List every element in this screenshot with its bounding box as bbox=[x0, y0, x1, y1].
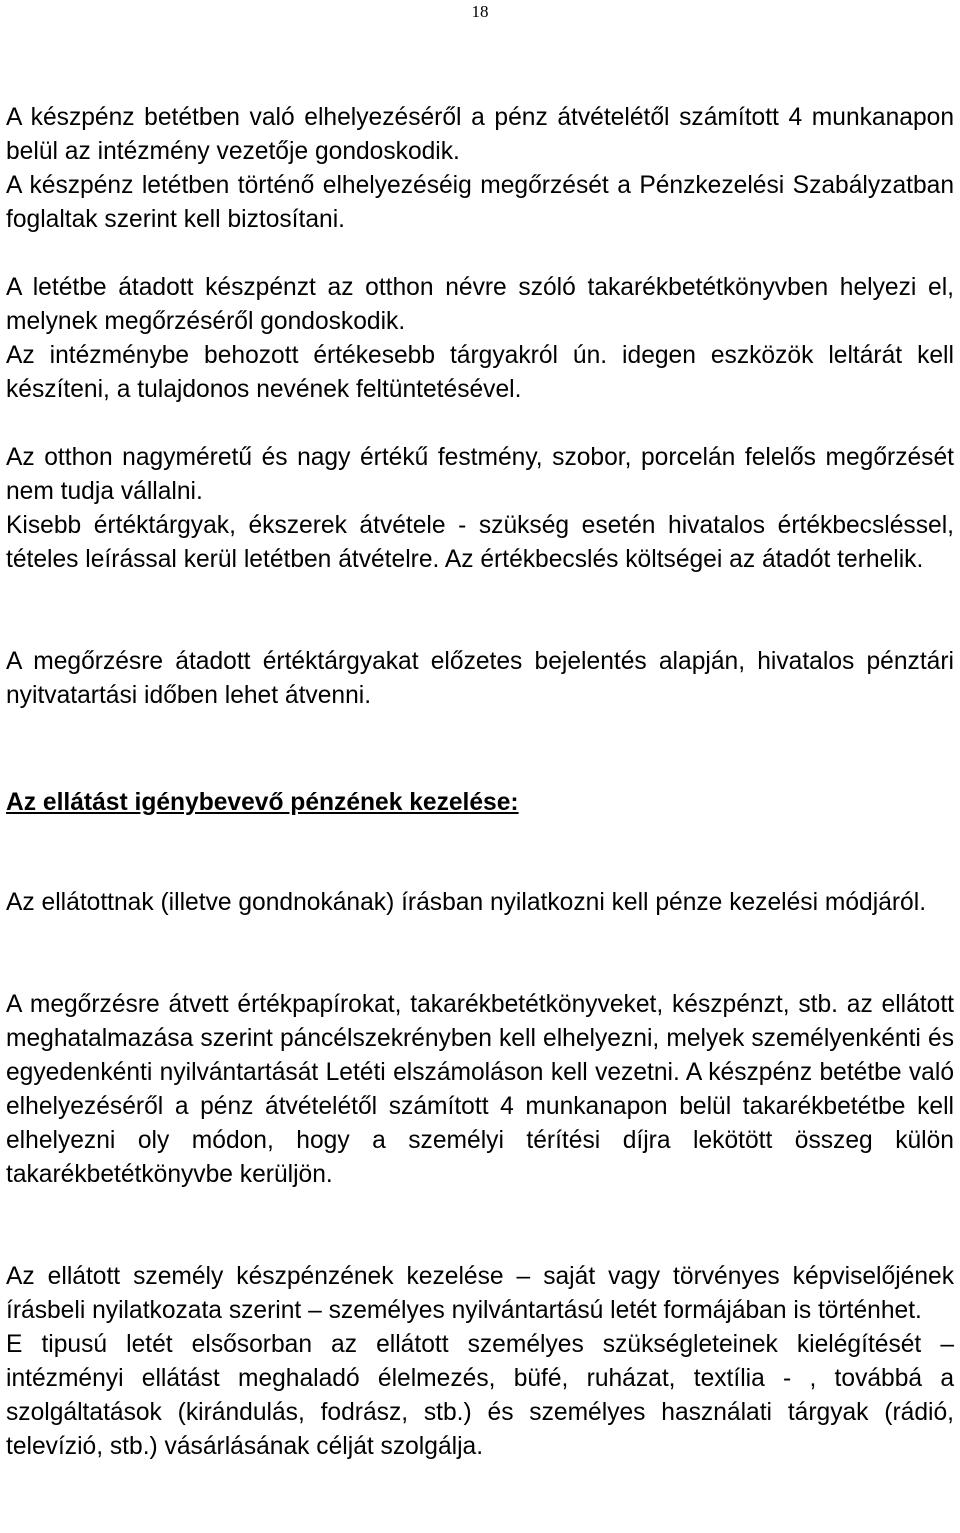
paragraph-block-3 bbox=[6, 441, 954, 577]
paragraph-block-2 bbox=[6, 271, 954, 407]
paragraph: Kisebb értéktárgyak, ékszerek átvétele - szükség esetén hivatalos értékbecsléssel, tételes leírással kerül letétben átvételre. Az értékbecslés költségei az átadót terhelik. bbox=[6, 512, 954, 573]
paragraph-block-1 bbox=[6, 101, 954, 237]
paragraph: Az intézménybe behozott értékesebb tárgyakról ún. idegen eszközök leltárát kell készíteni, a tulajdonos nevének feltüntetésével. bbox=[6, 342, 954, 403]
paragraph: A készpénz betétben való elhelyezéséről a pénz átvételétől számított 4 munkanapon belül az intézmény vezetője gondoskodik. bbox=[6, 104, 954, 165]
paragraph: Az otthon nagyméretű és nagy értékű festmény, szobor, porcelán felelős megőrzését nem tudja vállalni. bbox=[6, 444, 954, 505]
paragraph: A letétbe átadott készpénzt az otthon névre szóló takarékbetétkönyvben helyezi el, melynek megőrzéséről gondoskodik. bbox=[6, 274, 954, 335]
paragraph: A megőrzésre átadott értéktárgyakat előzetes bejelentés alapján, hivatalos pénztári nyitvatartási időben lehet átvenni. bbox=[6, 648, 954, 709]
paragraph-block-7 bbox=[6, 1260, 954, 1464]
paragraph: Az ellátott személy készpénzének kezelése – saját vagy törvényes képviselőjének írásbeli nyilatkozata szerint – személyes nyilvántartású letét formájában is történhet. bbox=[6, 1263, 954, 1324]
section-heading: Az ellátást igénybevevő pénzének kezelése: bbox=[6, 789, 519, 816]
paragraph-block-5 bbox=[6, 886, 954, 920]
page-number: 18 bbox=[471, 2, 489, 21]
paragraph-block-4 bbox=[6, 645, 954, 713]
paragraph-block-6 bbox=[6, 988, 954, 1192]
paragraph: A megőrzésre átvett értékpapírokat, takarékbetétkönyveket, készpénzt, stb. az ellátott meghatalmazása szerint páncélszekrényben kell elhelyezni, melyek személyenkénti és egyedenkénti nyilvántartását Letéti elszámoláson kell vezetni. A készpénz betétbe való elhelyezéséről a pénz átvételétől számított 4 munkanapon belül takarékbetétbe kell elhelyezni oly módon, hogy a személyi térítési díjra lekötött összeg külön takarékbetétkönyvbe kerüljön. bbox=[6, 991, 954, 1188]
paragraph: A készpénz letétben történő elhelyezéséig megőrzését a Pénzkezelési Szabályzatban foglaltak szerint kell biztosítani. bbox=[6, 172, 954, 233]
paragraph: E tipusú letét elsősorban az ellátott személyes szükségleteinek kielégítését – intézményi ellátást meghaladó élelmezés, büfé, ruházat, textília - , továbbá a szolgáltatások (kirándulás, fodrász, stb.) és személyes használati tárgyak (rádió, televízió, stb.) vásárlásának célját szolgálja. bbox=[6, 1331, 954, 1460]
paragraph: Az ellátottnak (illetve gondnokának) írásban nyilatkozni kell pénze kezelési módjáról. bbox=[6, 889, 927, 916]
